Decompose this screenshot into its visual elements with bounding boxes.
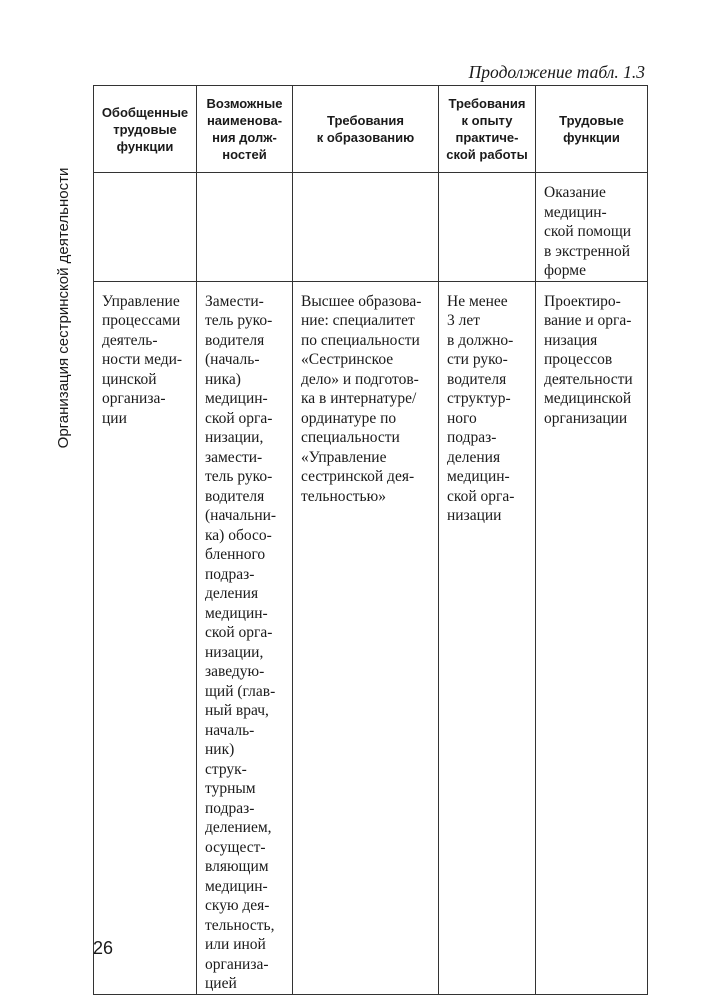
text-line: по специальности <box>301 331 420 349</box>
text-line: цинской <box>102 370 157 388</box>
table-caption: Продолжение табл. 1.3 <box>468 62 645 82</box>
text-line: ка) обосо- <box>205 526 272 544</box>
text-line: водителя <box>447 370 507 388</box>
text-line: ник) <box>205 741 235 758</box>
text-line: струк- <box>205 760 247 778</box>
text-line: процессов <box>544 351 613 368</box>
text-line: к опыту <box>461 113 513 128</box>
text-line: медицин- <box>205 390 268 407</box>
header-generalized-functions <box>94 86 197 173</box>
text-line: сти руко- <box>447 351 508 368</box>
competency-table <box>93 85 648 995</box>
header-row <box>94 86 648 173</box>
text-line: ции <box>102 409 127 427</box>
text-line: дело» и подготов- <box>301 370 419 388</box>
text-line: вляющим <box>205 858 269 875</box>
text-line: Замести- <box>205 292 264 310</box>
text-line: организа- <box>102 390 166 407</box>
text-line: в экстренной <box>544 242 631 260</box>
text-line: низации, <box>205 429 264 446</box>
text-line: специальности <box>301 429 400 446</box>
text-line: медицин- <box>544 203 607 221</box>
text-line: тель руко- <box>205 468 273 485</box>
text-line: медицинской <box>544 390 632 407</box>
text-line: ного <box>447 409 477 427</box>
text-line: Проектиро- <box>544 292 621 310</box>
text-line: функции <box>116 138 174 154</box>
text-line: тельностью» <box>301 487 386 505</box>
text-line: функции <box>563 130 620 145</box>
table-cell <box>94 173 197 282</box>
text-line: деятель- <box>102 331 158 349</box>
table-cell <box>94 281 197 994</box>
text-line: ный врач, <box>205 702 269 719</box>
text-line: ской орга- <box>205 624 273 641</box>
text-line: наименова- <box>206 113 283 128</box>
text-line: деления <box>205 585 259 602</box>
text-line: Требования <box>448 96 526 111</box>
text-line: деления <box>447 448 501 466</box>
text-line: турным <box>205 780 256 797</box>
text-line: практиче- <box>455 130 519 145</box>
running-head-vertical: Организация сестринской деятельности <box>55 167 72 449</box>
text-line: сестринской дея- <box>301 468 415 485</box>
text-line: ностей <box>222 147 267 162</box>
text-line: Управление <box>102 292 180 310</box>
text-line: «Сестринское <box>301 351 394 368</box>
table-row <box>94 281 648 994</box>
table-row <box>94 173 648 282</box>
table-cell <box>536 173 648 282</box>
text-line: деятельности <box>544 370 633 388</box>
text-line: Оказание <box>544 184 606 201</box>
text-line: ской орга- <box>447 487 515 505</box>
page-number: 26 <box>93 938 114 958</box>
text-line: водителя <box>205 331 265 349</box>
text-line: скую дея- <box>205 897 270 914</box>
text-line: ской работы <box>446 147 528 162</box>
text-line: низации <box>447 507 502 524</box>
text-line: Обобщенные <box>101 104 189 120</box>
text-line: ние: специалитет <box>301 312 415 329</box>
header-position-names <box>197 86 293 173</box>
text-line: ской помощи <box>544 223 632 240</box>
text-line: Трудовые <box>559 113 624 128</box>
text-line: медицин- <box>447 468 510 485</box>
text-line: цией <box>205 975 237 992</box>
text-line: форме <box>544 262 586 279</box>
text-line: Не менее <box>447 292 508 310</box>
text-line: бленного <box>205 546 266 563</box>
header-labor-functions <box>536 86 648 173</box>
text-line: организации <box>544 409 628 427</box>
text-line: ния долж- <box>212 130 277 145</box>
text-line: замести- <box>205 448 263 466</box>
table-cell <box>293 281 439 994</box>
header-experience-requirements <box>439 86 536 173</box>
text-line: (началь- <box>205 351 260 368</box>
table-cell <box>293 173 439 282</box>
text-line: низация <box>544 331 598 349</box>
text-line: ординатуре по <box>301 409 397 427</box>
text-line: процессами <box>102 312 181 329</box>
text-line: тель руко- <box>205 312 273 329</box>
text-line: щий (глав- <box>205 682 276 700</box>
text-line: осущест- <box>205 838 266 856</box>
text-line: медицин- <box>205 604 268 622</box>
table-cell <box>197 173 293 282</box>
text-line: «Управление <box>301 448 387 466</box>
text-line: ности меди- <box>102 351 183 368</box>
text-line: подраз- <box>205 565 255 583</box>
text-line: ника) <box>205 370 241 388</box>
text-line: или иной <box>205 936 266 953</box>
text-line: трудовые <box>113 121 177 137</box>
text-line: к образованию <box>316 130 415 145</box>
text-line: заведую- <box>205 663 265 680</box>
text-line: ской орга- <box>205 409 273 427</box>
text-line: Возможные <box>206 96 283 111</box>
text-line: вание и орга- <box>544 312 632 329</box>
text-line: низации, <box>205 643 264 661</box>
text-line: структур- <box>447 390 511 407</box>
table-cell <box>197 281 293 994</box>
text-line: Высшее образова- <box>301 292 422 310</box>
text-line: водителя <box>205 487 265 505</box>
header-education-requirements <box>293 86 439 173</box>
table-cell <box>439 281 536 994</box>
text-line: подраз- <box>205 799 255 817</box>
text-line: делением, <box>205 819 272 836</box>
text-line: началь- <box>205 721 255 739</box>
text-line: 3 лет <box>447 312 481 329</box>
text-line: ка в интернатуре/ <box>301 390 417 407</box>
table-cell <box>439 173 536 282</box>
text-line: организа- <box>205 955 269 973</box>
text-line: тельность, <box>205 916 275 934</box>
text-line: в должно- <box>447 331 514 349</box>
text-line: (начальни- <box>205 507 277 524</box>
text-line: Требования <box>327 113 404 128</box>
text-line: подраз- <box>447 429 497 446</box>
text-line: медицин- <box>205 877 268 895</box>
table-cell <box>536 281 648 994</box>
